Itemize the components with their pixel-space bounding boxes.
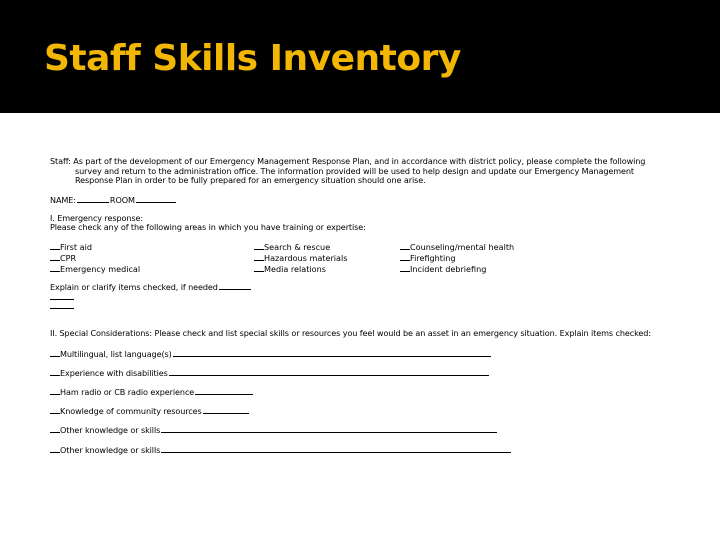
section1-instruction: Please check any of the following areas in which you have training or expertise: bbox=[50, 222, 366, 232]
skill-item-field[interactable] bbox=[195, 386, 253, 395]
explain-field[interactable] bbox=[219, 281, 251, 290]
skill-item-label: Ham radio or CB radio experience bbox=[60, 387, 195, 397]
checkbox-blank[interactable] bbox=[254, 241, 264, 250]
check-item-cpr[interactable] bbox=[50, 252, 140, 263]
skill-item-field[interactable] bbox=[203, 405, 249, 414]
checkbox-blank[interactable] bbox=[50, 348, 60, 357]
skill-item-label: Knowledge of community resources bbox=[60, 406, 202, 416]
explain-line-1[interactable] bbox=[50, 299, 74, 300]
checkbox-blank[interactable] bbox=[50, 444, 60, 453]
checklist-column-2 bbox=[254, 241, 347, 274]
checkbox-blank[interactable] bbox=[400, 252, 410, 261]
checkbox-blank[interactable] bbox=[254, 252, 264, 261]
checklist-column-3 bbox=[400, 241, 514, 274]
explain-line-2[interactable] bbox=[50, 308, 74, 309]
title-banner bbox=[0, 0, 720, 113]
skill-item-community-resources[interactable] bbox=[50, 405, 250, 417]
check-item-label: First aid bbox=[60, 242, 92, 252]
skill-item-field[interactable] bbox=[161, 424, 497, 433]
check-item-label: Emergency medical bbox=[60, 264, 141, 274]
name-label: NAME: bbox=[50, 195, 76, 205]
checkbox-blank[interactable] bbox=[50, 263, 60, 272]
check-item-media-relations[interactable] bbox=[254, 263, 347, 274]
check-item-hazardous-materials[interactable] bbox=[254, 252, 347, 263]
intro-line-3: Response Plan in order to be fully prepared for an emergency situation should one arise. bbox=[75, 175, 426, 185]
intro-line-2: survey and return to the administration office. The information provided will be used to help design and update our Emergency Management bbox=[75, 166, 635, 176]
check-item-firefighting[interactable] bbox=[400, 252, 514, 263]
check-item-search-rescue[interactable] bbox=[254, 241, 347, 252]
explain-label: Explain or clarify items checked, if needed bbox=[50, 282, 218, 292]
skill-item-field[interactable] bbox=[169, 367, 489, 376]
skill-item-disabilities[interactable] bbox=[50, 367, 490, 379]
room-field[interactable] bbox=[136, 194, 176, 203]
checkbox-blank[interactable] bbox=[400, 263, 410, 272]
checkbox-blank[interactable] bbox=[50, 367, 60, 376]
check-item-incident-debriefing[interactable] bbox=[400, 263, 514, 274]
check-item-label: Counseling/mental health bbox=[410, 242, 515, 252]
skill-item-field[interactable] bbox=[161, 444, 511, 453]
checklist-column-1 bbox=[50, 241, 140, 274]
room-label: ROOM bbox=[109, 195, 135, 205]
check-item-label: Search & rescue bbox=[264, 242, 331, 252]
check-item-label: Media relations bbox=[264, 264, 326, 274]
check-item-first-aid[interactable] bbox=[50, 241, 140, 252]
skill-item-multilingual[interactable] bbox=[50, 348, 492, 360]
explain-row bbox=[50, 281, 252, 293]
name-room-row bbox=[50, 194, 177, 206]
checkbox-blank[interactable] bbox=[50, 241, 60, 250]
page-title: Staff Skills Inventory bbox=[44, 38, 461, 79]
section1-heading: I. Emergency response: bbox=[50, 213, 144, 223]
check-item-label: CPR bbox=[60, 253, 77, 263]
checkbox-blank[interactable] bbox=[50, 405, 60, 414]
section2-heading: II. Special Considerations: Please check and list special skills or resources you feel would be an asset in an emergency situation. Explain items checked: bbox=[50, 328, 651, 338]
checkbox-blank[interactable] bbox=[50, 386, 60, 395]
skill-item-other-1[interactable] bbox=[50, 424, 498, 436]
skill-item-label: Experience with disabilities bbox=[60, 368, 168, 378]
checkbox-blank[interactable] bbox=[50, 424, 60, 433]
skill-item-label: Other knowledge or skills bbox=[60, 425, 161, 435]
check-item-label: Incident debriefing bbox=[410, 264, 487, 274]
checkbox-blank[interactable] bbox=[254, 263, 264, 272]
check-item-counseling[interactable] bbox=[400, 241, 514, 252]
checkbox-blank[interactable] bbox=[400, 241, 410, 250]
skill-item-label: Multilingual, list language(s) bbox=[60, 349, 172, 359]
checkbox-blank[interactable] bbox=[50, 252, 60, 261]
check-item-emergency-medical[interactable] bbox=[50, 263, 140, 274]
skill-item-other-2[interactable] bbox=[50, 444, 512, 456]
name-field[interactable] bbox=[77, 194, 109, 203]
check-item-label: Hazardous materials bbox=[264, 253, 348, 263]
skill-item-label: Other knowledge or skills bbox=[60, 445, 161, 455]
check-item-label: Firefighting bbox=[410, 253, 456, 263]
intro-line-1: Staff: As part of the development of our Emergency Management Response Plan, and in accordance with district policy, please complete the following bbox=[50, 156, 646, 166]
skill-item-field[interactable] bbox=[173, 348, 491, 357]
skill-item-ham-radio[interactable] bbox=[50, 386, 254, 398]
